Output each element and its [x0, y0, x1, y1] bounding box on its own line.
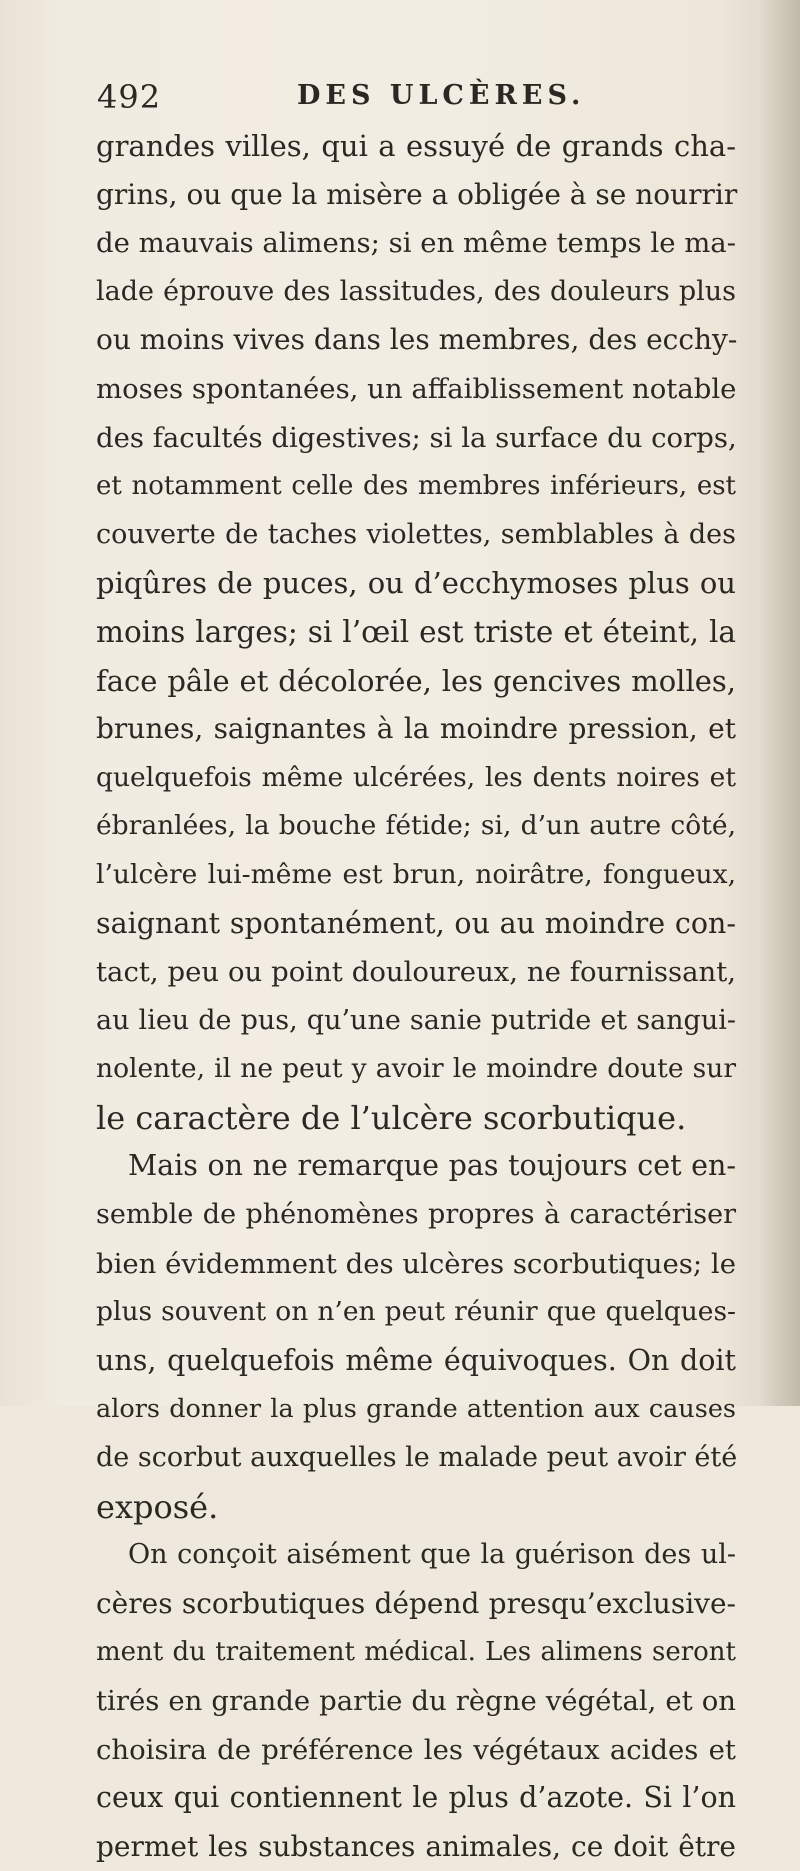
- text-line: exposé.: [96, 1487, 219, 1526]
- text-line: grins, ou que la misère a obligée à se nourrir: [96, 177, 738, 211]
- text-line: nolente, il ne peut y avoir le moindre doute sur: [96, 1053, 736, 1085]
- text-line: tirés en grande partie du règne végétal, et on: [96, 1685, 736, 1717]
- page-edge-shadow: [760, 0, 800, 1406]
- text-line: quelquefois même ulcérées, les dents noires et: [96, 761, 736, 793]
- text-line: au lieu de pus, qu’une sanie putride et sangui-: [96, 1004, 736, 1036]
- text-line: moses spontanées, un affaiblissement notable: [96, 372, 737, 405]
- text-line: tact, peu ou point douloureux, ne fournissant,: [96, 956, 736, 989]
- text-line: alors donner la plus grande attention aux causes: [96, 1394, 736, 1425]
- text-line: face pâle et décolorée, les gencives molles,: [96, 663, 736, 698]
- text-line: bien évidemment des ulcères scorbutiques; le: [96, 1247, 736, 1280]
- text-line: permet les substances animales, ce doit être: [96, 1829, 736, 1863]
- text-line: de scorbut auxquelles le malade peut avoir été: [96, 1442, 738, 1474]
- text-line: ment du traitement médical. Les alimens seront: [96, 1637, 736, 1668]
- text-line: semble de phénomènes propres à caractériser: [96, 1199, 736, 1231]
- text-line: de mauvais alimens; si en même temps le ma-: [96, 227, 736, 260]
- text-line: le caractère de l’ulcère scorbutique.: [96, 1098, 687, 1137]
- running-title: DES ULCÈRES.: [297, 80, 586, 111]
- text-line: grandes villes, qui a essuyé de grands cha-: [96, 129, 736, 163]
- text-line: choisira de préférence les végétaux acides et: [96, 1733, 736, 1766]
- text-line: uns, quelquefois même équivoques. On doit: [96, 1343, 736, 1377]
- text-line: l’ulcère lui-même est brun, noirâtre, fongueux,: [96, 858, 736, 890]
- page-header: [97, 78, 717, 118]
- text-line: moins larges; si l’œil est triste et éteint, la: [96, 614, 736, 649]
- text-line: piqûres de puces, ou d’ecchymoses plus ou: [96, 566, 736, 601]
- text-line: ceux qui contiennent le plus d’azote. Si l’on: [96, 1781, 736, 1815]
- text-line: plus souvent on n’en peut réunir que quelques-: [96, 1296, 736, 1328]
- text-line: et notamment celle des membres inférieurs, est: [96, 471, 736, 502]
- text-line: couverte de taches violettes, semblables à des: [96, 518, 736, 550]
- text-line: lade éprouve des lassitudes, des douleurs plus: [96, 275, 736, 307]
- text-line: ébranlées, la bouche fétide; si, d’un autre côté,: [96, 810, 736, 842]
- text-line: des facultés digestives; si la surface du corps,: [96, 421, 737, 454]
- text-line: cères scorbutiques dépend presqu’exclusive-: [96, 1586, 736, 1620]
- text-line: On conçoit aisément que la guérison des ul-: [128, 1539, 736, 1571]
- page-number: 492: [97, 78, 162, 116]
- text-line: Mais on ne remarque pas toujours cet en-: [128, 1149, 736, 1183]
- text-line: saignant spontanément, ou au moindre con-: [96, 906, 736, 940]
- text-line: ou moins vives dans les membres, des ecchy-: [96, 323, 738, 357]
- body-text: [96, 122, 736, 1871]
- text-line: brunes, saignantes à la moindre pression, et: [96, 712, 736, 746]
